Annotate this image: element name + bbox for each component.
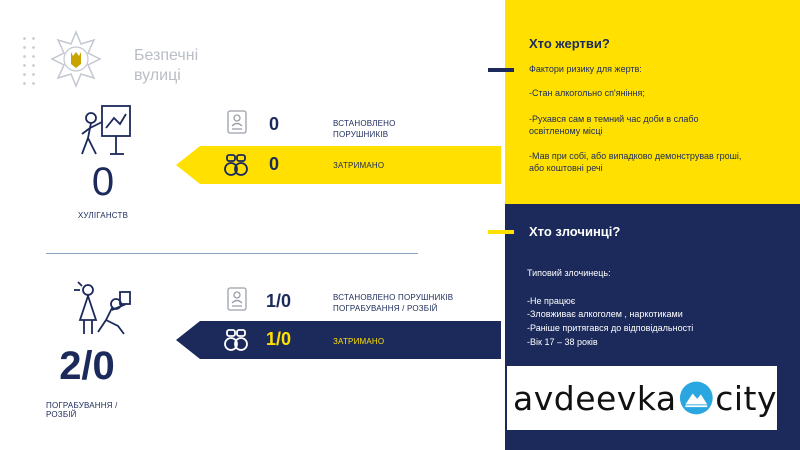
robbery-identified-label [333,292,463,314]
watermark-right-text: city [715,378,777,418]
hooligans-identified-label: ВСТАНОВЛЕНО ПОРУШНИКІВ [333,119,396,139]
criminals-item-2: -Зловживає алкоголем , наркотиками [527,309,683,319]
criminals-title: Хто злочинці? [529,224,621,239]
criminals-item-4: -Вік 17 – 38 років [527,337,598,347]
victims-item-3: -Мав при собі, або випадково демонстрував гроші, або коштовні речі [529,151,742,173]
hooligans-identified-value: 0 [269,114,280,134]
brand-line-2: вулиці [134,67,181,84]
criminals-marker [488,230,514,234]
robbery-detained-label: ЗАТРИМАНО [333,337,385,346]
police-badge-icon [50,30,102,88]
section-divider [46,253,418,254]
handcuffs-icon [222,151,250,179]
handcuffs-icon [222,326,250,354]
robbery-identified-value: 1/0 [266,291,292,311]
dot-pattern [20,34,40,86]
hooligans-detained-value: 0 [269,154,280,174]
brand-line-1: Безпечні [134,47,199,64]
victims-panel [505,0,800,204]
robbery-icon [72,280,136,338]
id-card-icon [226,286,248,312]
criminals-intro: Типовий злочинець: [527,268,611,278]
watermark-left-text: avdeevka [513,378,677,418]
criminals-item-3: -Раніше притягався до відповідальності [527,323,694,333]
vandal-icon [76,102,134,160]
brand-title [134,46,198,86]
victims-intro: Фактори ризику для жертв: [529,64,642,74]
robbery-detained-value: 1/0 [266,329,292,349]
hooligans-caption: ХУЛІГАНСТВ [77,211,129,220]
id-card-icon [226,109,248,135]
robbery-caption: ПОГРАБУВАННЯ / РОЗБІЙ [46,401,118,419]
hooligans-count: 0 [91,160,115,204]
robbery-identified-label-line2: ПОГРАБУВАННЯ / РОЗБІЙ [333,304,438,313]
victims-item-1: -Стан алкогольно сп'яніння; [529,88,645,98]
robbery-identified-label-line1: ВСТАНОВЛЕНО ПОРУШНИКІВ [333,293,454,302]
robbery-count: 2/0 [59,344,115,388]
victims-title: Хто жертви? [529,36,610,51]
hooligans-detained-label: ЗАТРИМАНО [333,161,385,170]
victims-marker [488,68,514,72]
victims-item-2: -Рухався сам в темний час доби в слабо освітленому місці [529,114,699,136]
criminals-item-1: -Не працює [527,296,576,306]
watermark-logo [507,366,777,430]
mountain-logo-icon [679,379,714,417]
